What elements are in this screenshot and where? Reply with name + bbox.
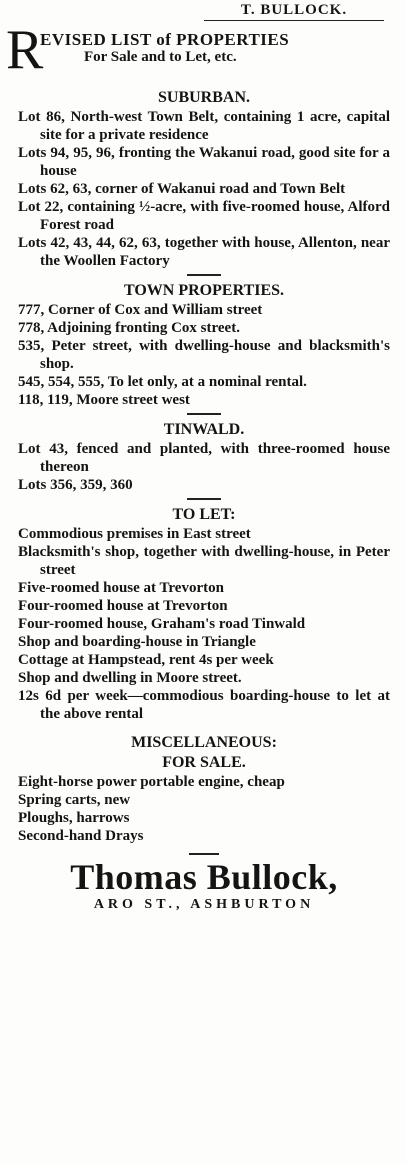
- list-item: Lot 43, fenced and planted, with three-roomed house thereon: [18, 441, 390, 475]
- list-item: Ploughs, harrows: [18, 810, 130, 826]
- list-item: Spring carts, new: [18, 792, 131, 808]
- section-divider: [187, 274, 221, 276]
- signature-divider: [189, 853, 219, 855]
- list-item: Five-roomed house at Trevorton: [18, 580, 224, 596]
- section-heading-tinwald: TINWALD.: [163, 421, 245, 438]
- list-item: Blacksmith's shop, together with dwelling-house, in Peter street: [18, 544, 390, 578]
- list-item: Lot 22, containing ½-acre, with five-roomed house, Alford Forest road: [18, 199, 390, 233]
- list-item: 778, Adjoining fronting Cox street.: [18, 320, 240, 336]
- list-item: Commodious premises in East street: [18, 526, 251, 542]
- section-heading-town: TOWN PROPERTIES.: [123, 282, 285, 299]
- list-item: Eight-horse power portable engine, cheap: [18, 774, 285, 790]
- drop-cap: R: [6, 19, 44, 81]
- section-heading-to-let: TO LET:: [172, 506, 236, 523]
- list-item: Lots 94, 95, 96, fronting the Wakanui road, good site for a house: [18, 145, 390, 179]
- list-item: Lot 86, North-west Town Belt, containing 1 acre, capital site for a private residence: [18, 109, 390, 143]
- list-item: 535, Peter street, with dwelling-house and blacksmith's shop.: [18, 338, 390, 372]
- spacer: [18, 723, 390, 733]
- list-item: 545, 554, 555, To let only, at a nominal rental.: [18, 374, 307, 390]
- title-block: [6, 19, 400, 81]
- list-item: Second-hand Drays: [18, 828, 144, 844]
- section-divider: [187, 498, 221, 500]
- list-item: 118, 119, Moore street west: [18, 392, 190, 408]
- title-line-1: EVISED LIST of PROPERTIES: [40, 30, 290, 49]
- section-subheading-for-sale: FOR SALE.: [162, 754, 246, 771]
- advertiser-name: Thomas Bullock,: [70, 857, 338, 897]
- list-item: Four-roomed house at Trevorton: [18, 598, 228, 614]
- title-line-2: For Sale and to Let, etc.: [84, 49, 237, 65]
- section-heading-misc: MISCELLANEOUS:: [131, 734, 277, 751]
- list-item: Shop and boarding-house in Triangle: [18, 634, 256, 650]
- list-item: Four-roomed house, Graham's road Tinwald: [18, 616, 306, 632]
- list-item: 777, Corner of Cox and William street: [18, 302, 263, 318]
- list-item: Lots 62, 63, corner of Wakanui road and Town Belt: [18, 181, 346, 197]
- running-head: T. BULLOCK.: [204, 0, 384, 21]
- list-item: Cottage at Hampstead, rent 4s per week: [18, 652, 274, 668]
- section-divider: [187, 413, 221, 415]
- advertiser-address: ARO ST., ASHBURTON: [93, 897, 315, 912]
- list-item: Lots 356, 359, 360: [18, 477, 133, 493]
- listing-content: [18, 88, 390, 913]
- list-item: 12s 6d per week—commodious boarding-house to let at the above rental: [18, 688, 390, 722]
- list-item: Shop and dwelling in Moore street.: [18, 670, 242, 686]
- section-heading-suburban: SUBURBAN.: [157, 89, 250, 106]
- list-item: Lots 42, 43, 44, 62, 63, together with house, Allenton, near the Woollen Factory: [18, 235, 390, 269]
